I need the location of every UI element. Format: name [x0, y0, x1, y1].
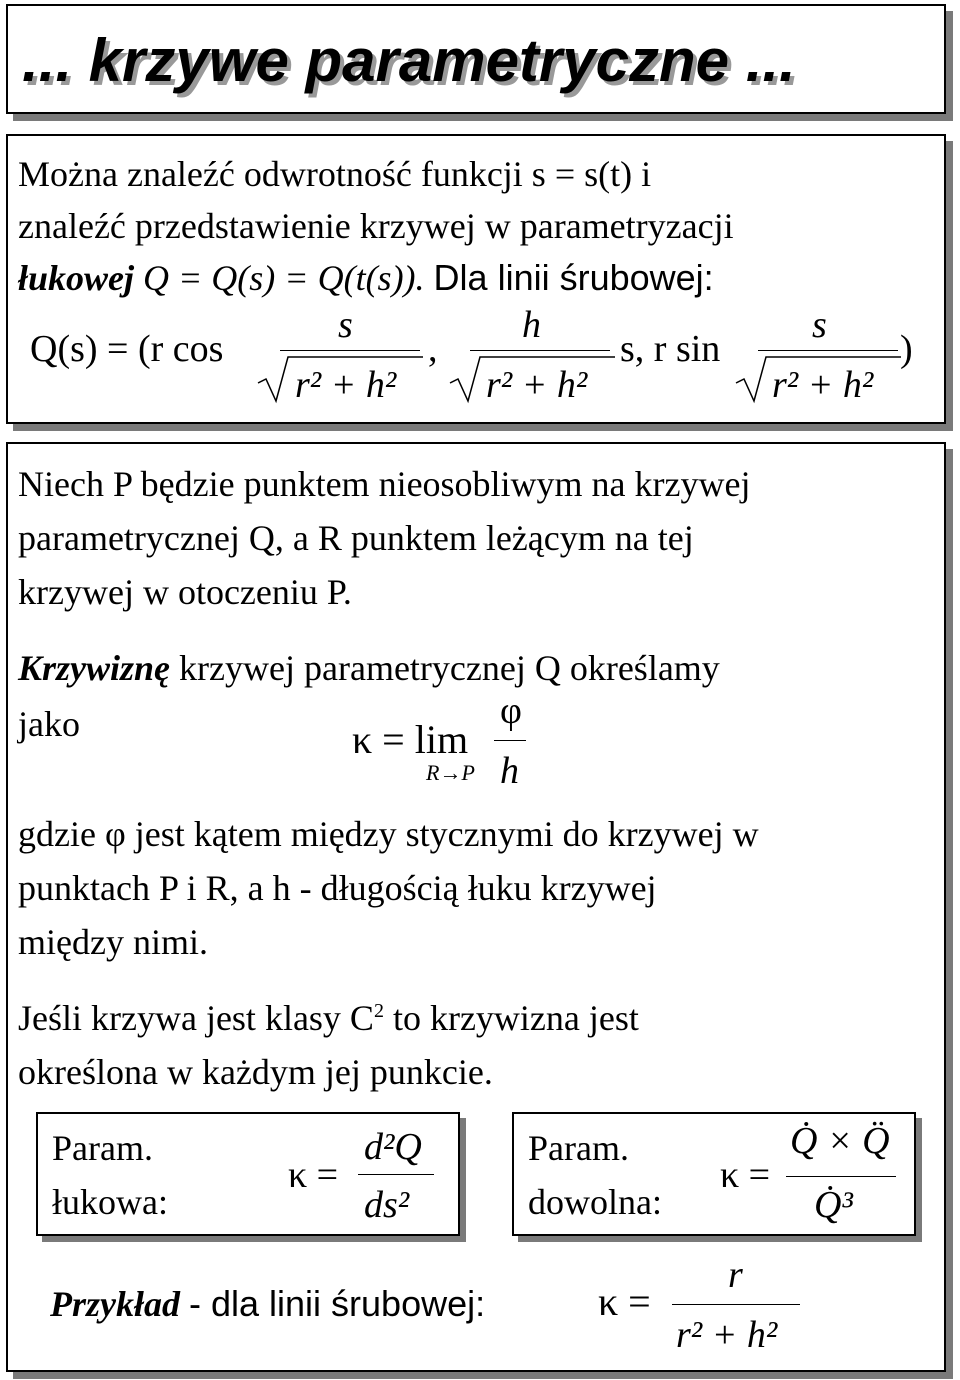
example-kappa: κ = — [598, 1279, 651, 1324]
sec5-line2: określona w każdym jej punkcie. — [18, 1052, 493, 1092]
formula-frac-line2 — [470, 350, 610, 351]
kappa-lim: κ = lim — [352, 717, 469, 762]
sec4-line3: między nimi. — [18, 922, 208, 962]
sec5-part-a: Jeśli krzywa jest klasy C — [18, 998, 374, 1038]
formula-after2: s, r sin — [620, 328, 721, 370]
box-a-label1: Param. — [52, 1128, 153, 1168]
box-b-num: Q̇ × Q̈ — [790, 1120, 890, 1162]
sec1-bold-word: łukowej — [18, 258, 135, 298]
sec3-bold-word: Krzywiznę — [18, 648, 171, 688]
example-frac-line — [672, 1304, 800, 1305]
sec1-line1: Można znaleźć odwrotność funkcji s = s(t) i — [18, 154, 652, 194]
lim-num: φ — [500, 690, 522, 732]
box-b-label2: dowolna: — [528, 1182, 662, 1222]
lim-frac-line — [494, 740, 526, 741]
example-line — [50, 1283, 486, 1324]
sec1-line3 — [18, 257, 714, 298]
formula-lhs: Q(s) = (r cos — [30, 328, 224, 370]
box-b-den: Q̇³ — [814, 1184, 853, 1226]
formula-den1: r² + h² — [295, 364, 397, 406]
sec1-line2: znaleźć przedstawienie krzywej w parametryzacji — [18, 206, 734, 246]
sec2-line1: Niech P będzie punktem nieosobliwym na krzywej — [18, 464, 751, 504]
formula-num2: h — [522, 304, 541, 346]
sec3-line2: jako — [18, 704, 80, 744]
sec2-line3: krzywej w otoczeniu P. — [18, 572, 352, 612]
sec4-line2: punktach P i R, a h - długością łuku krzywej — [18, 868, 657, 908]
box-a-label2: łukowa: — [52, 1182, 168, 1222]
formula-num3: s — [812, 304, 827, 346]
lim-subscript: R→P — [426, 760, 475, 785]
box-a-den: ds² — [364, 1184, 410, 1226]
box-b-kappa: κ = — [720, 1154, 771, 1196]
sec3-line1 — [18, 650, 720, 686]
sec4-line1: gdzie φ jest kątem między stycznymi do krzywej w — [18, 814, 759, 854]
sec5-part-b: to krzywizna jest — [392, 998, 639, 1038]
sec1-sans: Dla linii śrubowej: — [433, 257, 714, 298]
example-den: r² + h² — [676, 1314, 778, 1356]
sec2-line2: parametrycznej Q, a R punktem leżącym na tej — [18, 518, 694, 558]
sec5-sup: 2 — [373, 1000, 384, 1022]
formula-num1: s — [338, 304, 353, 346]
formula-comma: , — [428, 328, 438, 370]
sec3-rest: krzywej parametrycznej Q określamy — [179, 648, 720, 688]
example-num: r — [728, 1254, 743, 1296]
formula-den2: r² + h² — [486, 364, 588, 406]
box-b-frac-line — [786, 1176, 896, 1177]
box-b-label1: Param. — [528, 1128, 629, 1168]
sec1-math: Q = Q(s) = Q(t(s)). — [143, 258, 425, 298]
formula-close: ) — [900, 328, 913, 370]
formula-frac-line1 — [280, 350, 420, 351]
formula-frac-line3 — [758, 350, 898, 351]
formula-den3: r² + h² — [772, 364, 874, 406]
example-bold-word: Przykład — [50, 1284, 180, 1324]
lim-den: h — [500, 750, 519, 792]
sec5-line1 — [18, 1000, 639, 1036]
box-a-kappa: κ = — [288, 1154, 339, 1196]
example-rest: - dla linii śrubowej: — [189, 1283, 486, 1324]
page-title: ... krzywe parametryczne ... — [22, 27, 796, 94]
box-a-frac-line — [358, 1174, 434, 1175]
title-box — [6, 4, 946, 114]
box-a-num: d²Q — [364, 1126, 422, 1168]
